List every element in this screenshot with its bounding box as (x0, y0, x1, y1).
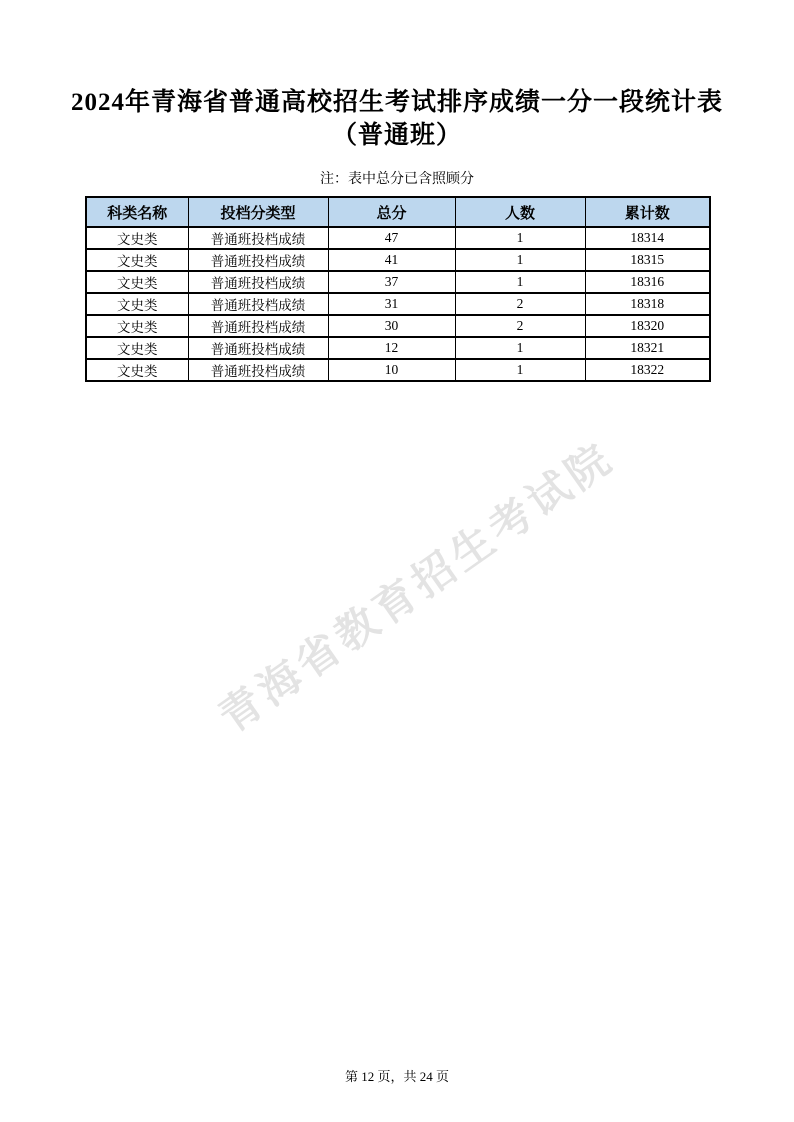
table-row (86, 293, 710, 315)
table-cell: 2 (455, 293, 585, 315)
table-cell: 文史类 (86, 249, 188, 271)
header-cell-count: 人数 (455, 197, 585, 227)
table-cell: 文史类 (86, 293, 188, 315)
table-cell: 普通班投档成绩 (188, 249, 328, 271)
table-body (86, 227, 710, 381)
header-cell-cumulative: 累计数 (585, 197, 710, 227)
header-cell-score-type: 投档分类型 (188, 197, 328, 227)
table-header-row (86, 197, 710, 227)
table-cell: 18321 (585, 337, 710, 359)
table-cell: 10 (328, 359, 455, 381)
table-header (86, 197, 710, 227)
table-cell: 31 (328, 293, 455, 315)
page-number-footer: 第 12 页，共 24 页 (344, 1069, 449, 1084)
table-cell: 1 (455, 249, 585, 271)
table-cell: 文史类 (86, 315, 188, 337)
table-cell: 18316 (585, 271, 710, 293)
table-cell: 18318 (585, 293, 710, 315)
table-cell: 普通班投档成绩 (188, 227, 328, 249)
table-cell: 30 (328, 315, 455, 337)
table-cell: 1 (455, 359, 585, 381)
page-title (0, 86, 794, 152)
table-cell: 普通班投档成绩 (188, 293, 328, 315)
table-cell: 文史类 (86, 337, 188, 359)
table-cell: 41 (328, 249, 455, 271)
page-title-line1: 2024年青海省普通高校招生考试排序成绩一分一段统计表 (70, 89, 723, 116)
table-row (86, 315, 710, 337)
table-row (86, 249, 710, 271)
header-cell-category: 科类名称 (86, 197, 188, 227)
score-distribution-table (85, 196, 711, 382)
table-cell: 18320 (585, 315, 710, 337)
table-cell: 文史类 (86, 359, 188, 381)
table-row (86, 271, 710, 293)
table-cell: 文史类 (86, 227, 188, 249)
watermark-text: 青海省教育招生考试院 (211, 434, 623, 742)
table-cell: 18315 (585, 249, 710, 271)
page-title-line2: （普通班） (331, 122, 462, 149)
table-cell: 普通班投档成绩 (188, 337, 328, 359)
table-cell: 2 (455, 315, 585, 337)
table-cell: 1 (455, 227, 585, 249)
table-cell: 普通班投档成绩 (188, 315, 328, 337)
table-row (86, 359, 710, 381)
table-cell: 37 (328, 271, 455, 293)
table-cell: 文史类 (86, 271, 188, 293)
table-cell: 普通班投档成绩 (188, 359, 328, 381)
table-cell: 12 (328, 337, 455, 359)
table-cell: 18314 (585, 227, 710, 249)
header-cell-total-score: 总分 (328, 197, 455, 227)
table-row (86, 337, 710, 359)
table-cell: 18322 (585, 359, 710, 381)
table-cell: 普通班投档成绩 (188, 271, 328, 293)
table-cell: 47 (328, 227, 455, 249)
table-cell: 1 (455, 337, 585, 359)
table-cell: 1 (455, 271, 585, 293)
table-note: 注：表中总分已含照顾分 (320, 172, 474, 187)
table-row (86, 227, 710, 249)
